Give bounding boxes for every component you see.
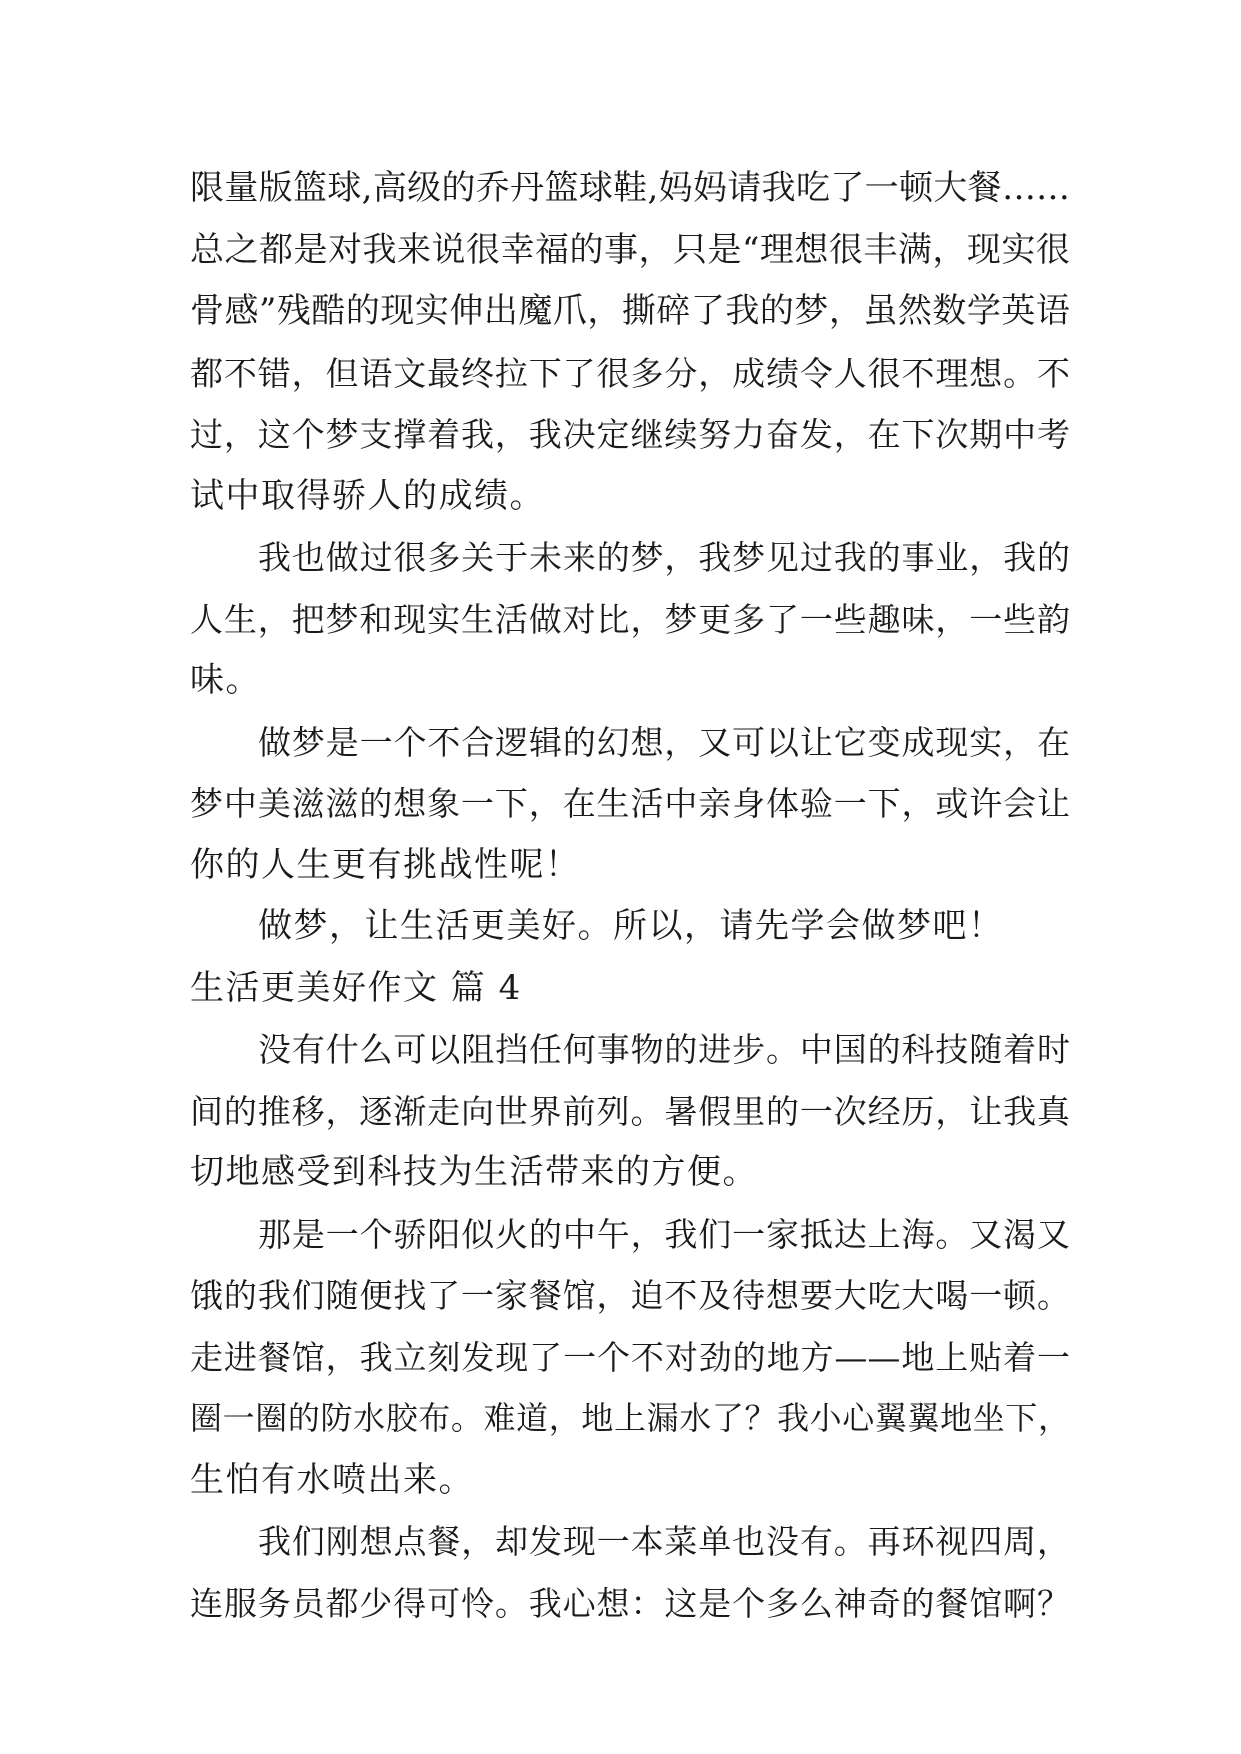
text-line: 走进餐馆，我立刻发现了一个不对劲的地方——地上贴着一 bbox=[190, 1337, 1070, 1377]
text-line: 没有什么可以阻挡任何事物的进步。中国的科技随着时 bbox=[258, 1030, 1070, 1069]
text-line: 过，这个梦支撑着我，我决定继续努力奋发，在下次期中考 bbox=[190, 415, 1070, 454]
text-line: 生活更美好作文 篇 4 bbox=[190, 967, 522, 1008]
text-line: 试中取得骄人的成绩。 bbox=[190, 475, 545, 516]
text-line: 饿的我们随便找了一家餐馆，迫不及待想要大吃大喝一顿。 bbox=[190, 1276, 1070, 1315]
text-line: 你的人生更有挑战性呢！ bbox=[190, 844, 581, 885]
text-line: 总之都是对我来说很幸福的事，只是“理想很丰满，现实很 bbox=[190, 229, 1071, 270]
text-line: 生怕有水喷出来。 bbox=[190, 1459, 474, 1500]
text-line: 圈一圈的防水胶布。难道，地上漏水了？我小心翼翼地坐下， bbox=[190, 1399, 1070, 1437]
text-line: 限量版篮球,高级的乔丹篮球鞋,妈妈请我吃了一顿大餐…… bbox=[190, 168, 1070, 208]
text-line: 我们刚想点餐，却发现一本菜单也没有。再环视四周， bbox=[258, 1522, 1070, 1561]
text-line: 都不错，但语文最终拉下了很多分，成绩令人很不理想。不 bbox=[190, 353, 1070, 393]
text-line: 味。 bbox=[190, 660, 261, 700]
text-line: 梦中美滋滋的想象一下，在生活中亲身体验一下，或许会让 bbox=[190, 784, 1070, 823]
text-line: 做梦是一个不合逻辑的幻想，又可以让它变成现实，在 bbox=[258, 722, 1070, 762]
text-line: 连服务员都少得可怜。我心想：这是个多么神奇的餐馆啊？ bbox=[190, 1583, 1070, 1623]
text-line: 做梦，让生活更美好。所以，请先学会做梦吧！ bbox=[258, 906, 1004, 946]
text-line: 间的推移，逐渐走向世界前列。暑假里的一次经历，让我真 bbox=[190, 1091, 1070, 1131]
text-line: 切地感受到科技为生活带来的方便。 bbox=[190, 1152, 758, 1192]
text-line: 人生，把梦和现实生活做对比，梦更多了一些趣味，一些韵 bbox=[190, 599, 1070, 639]
text-line: 那是一个骄阳似火的中午，我们一家抵达上海。又渴又 bbox=[258, 1214, 1070, 1254]
document-body bbox=[190, 158, 1070, 1634]
text-line: 我也做过很多关于未来的梦，我梦见过我的事业，我的 bbox=[258, 538, 1070, 577]
text-line: 骨感”残酷的现实伸出魔爪，撕碎了我的梦，虽然数学英语 bbox=[190, 291, 1071, 331]
